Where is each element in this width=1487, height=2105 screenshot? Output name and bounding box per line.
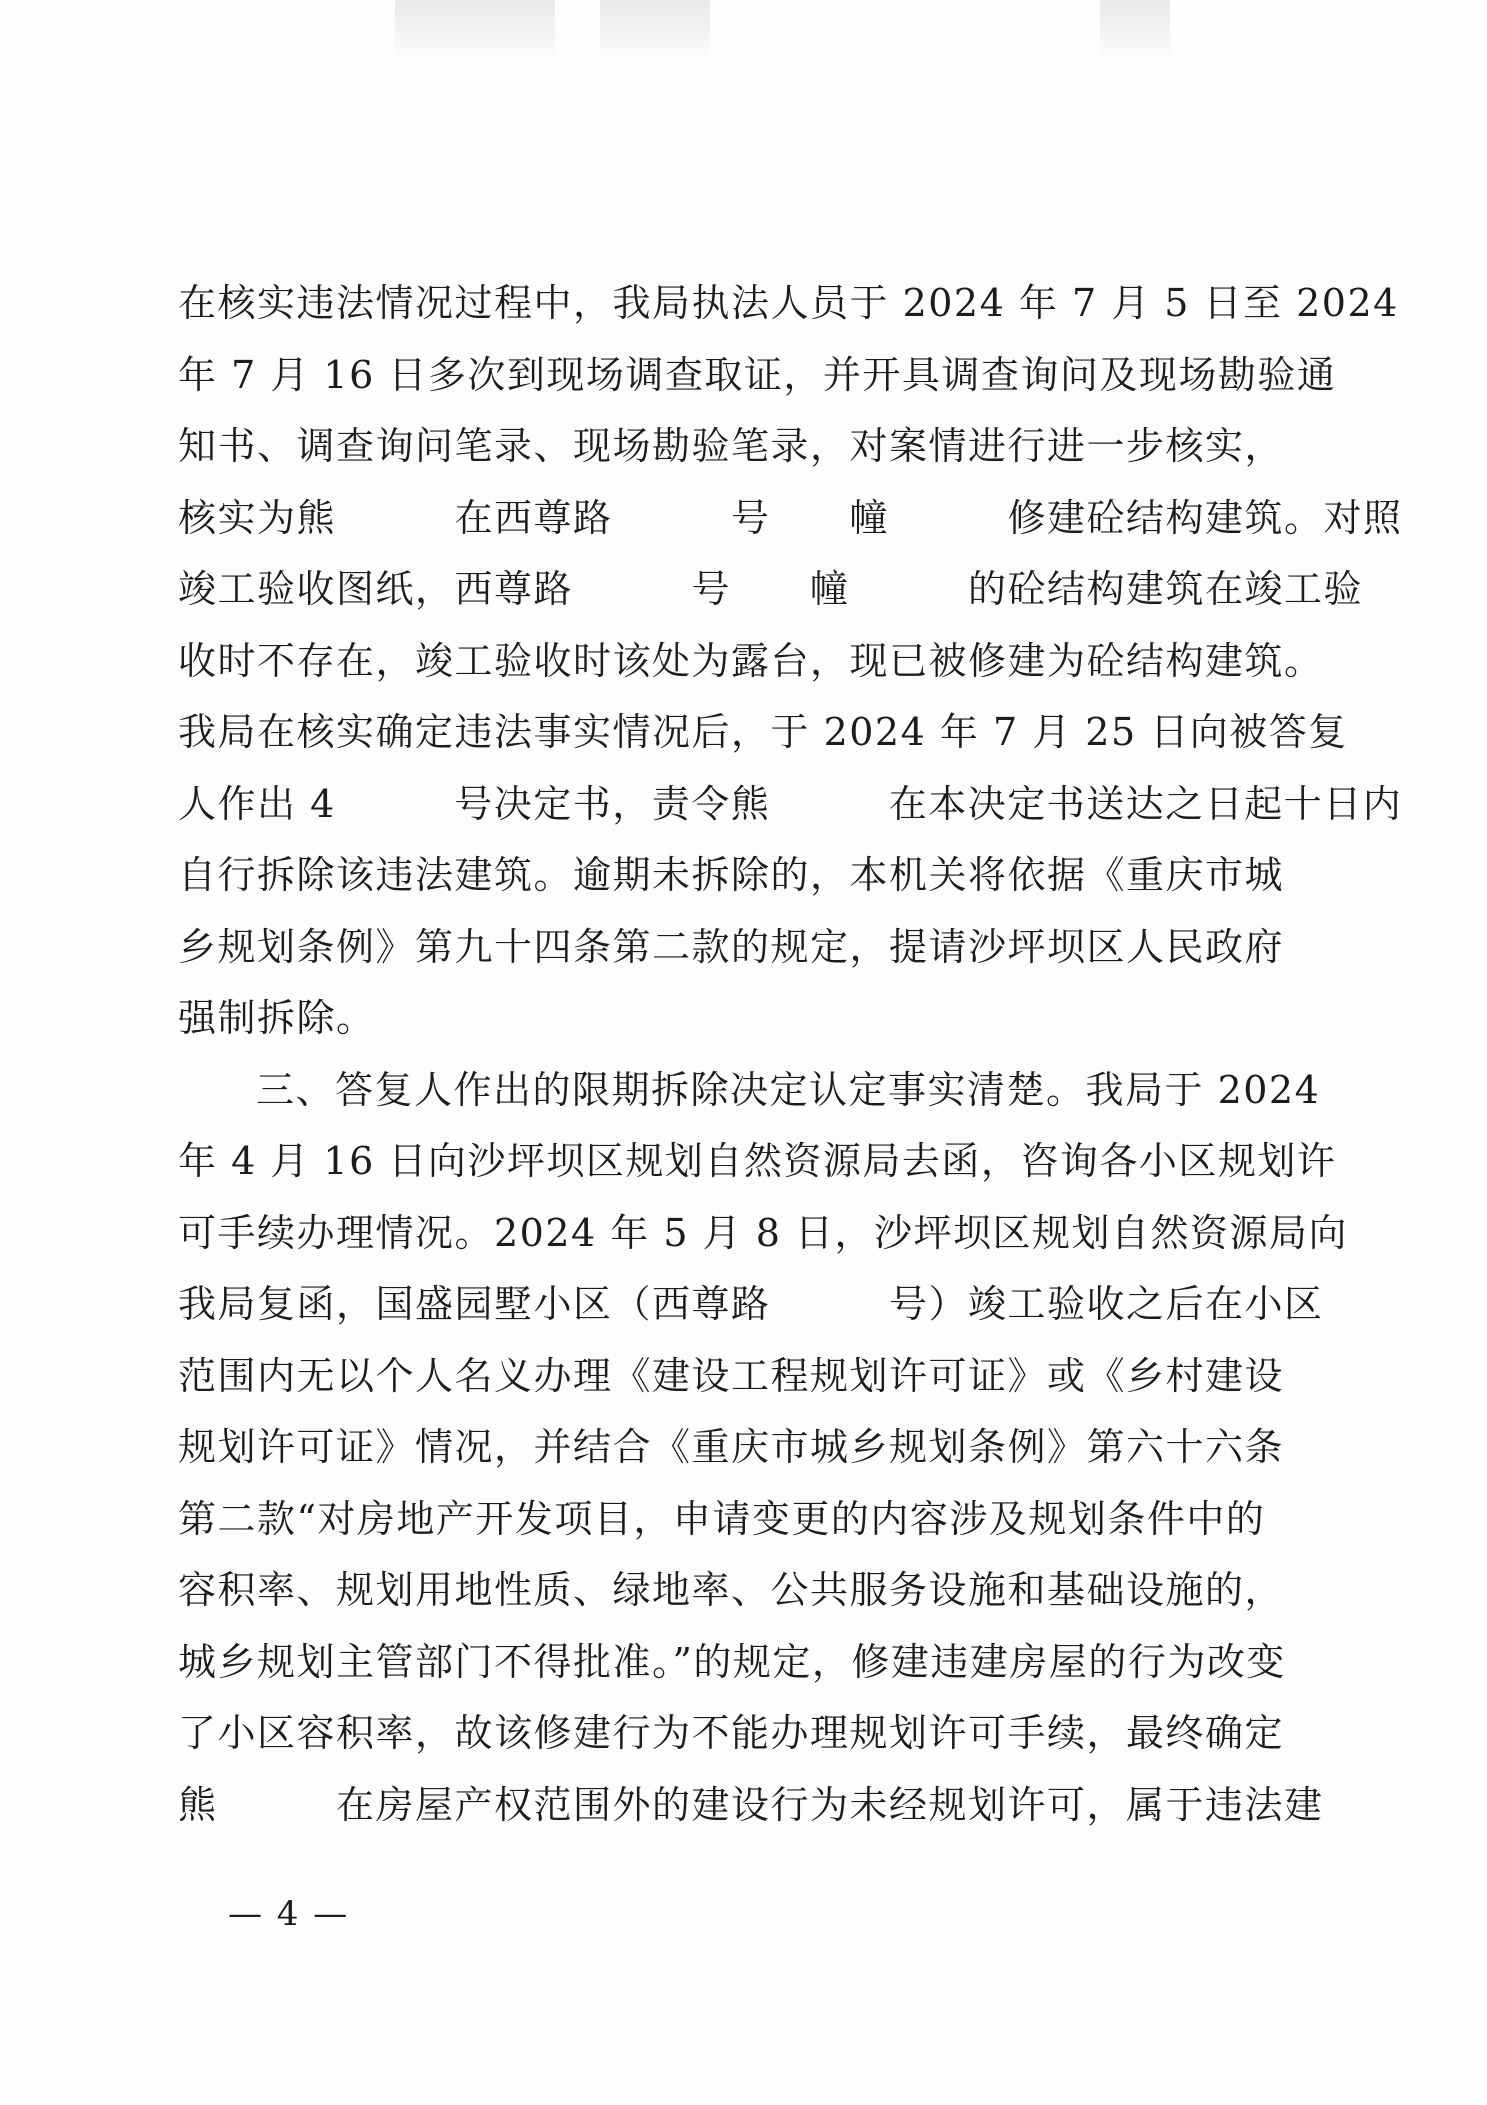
text-line: 三、答复人作出的限期拆除决定认定事实清楚。我局于 2024 xyxy=(256,1067,1321,1112)
paragraph-1 xyxy=(178,268,1403,1055)
text-line: 年 4 月 16 日向沙坪坝区规划自然资源局去函，咨询各小区规划许 xyxy=(178,1139,1337,1183)
text-line: 自行拆除该违法建筑。逾期未拆除的，本机关将依据《重庆市城 xyxy=(178,853,1285,897)
document-body xyxy=(178,268,1403,1841)
text-line: 我局在核实确定违法事实情况后，于 2024 年 7 月 25 日向被答复 xyxy=(178,710,1348,754)
text-line: 竣工验收图纸，西尊路 号 幢 的砼结构建筑在竣工验 xyxy=(178,567,1364,611)
page-number: — 4 — xyxy=(228,1894,350,1934)
text-line: 我局复函，国盛园墅小区（西尊路 号）竣工验收之后在小区 xyxy=(178,1282,1324,1326)
paragraph-2 xyxy=(178,1055,1348,1842)
text-line: 第二款“对房地产开发项目，申请变更的内容涉及规划条件中的 xyxy=(178,1496,1266,1541)
text-line: 在核实违法情况过程中，我局执法人员于 2024 年 7 月 5 日至 2024 xyxy=(178,281,1399,325)
text-line: 可手续办理情况。2024 年 5 月 8 日，沙坪坝区规划自然资源局向 xyxy=(178,1210,1348,1255)
text-line: 知书、调查询问笔录、现场勘验笔录，对案情进行进一步核实， xyxy=(178,424,1285,468)
scan-artifact xyxy=(1100,0,1170,60)
scan-artifact xyxy=(600,0,710,60)
text-line: 城乡规划主管部门不得批准。”的规定，修建违建房屋的行为改变 xyxy=(178,1639,1286,1684)
scan-artifact xyxy=(395,0,555,60)
text-line: 人作出 4 号决定书，责令熊 在本决定书送达之日起十日内 xyxy=(178,781,1403,826)
text-line: 乡规划条例》第九十四条第二款的规定，提请沙坪坝区人民政府 xyxy=(178,924,1285,969)
text-line: 范围内无以个人名义办理《建设工程规划许可证》或《乡村建设 xyxy=(178,1353,1285,1398)
text-line: 了小区容积率，故该修建行为不能办理规划许可手续，最终确定 xyxy=(178,1711,1285,1755)
text-line: 熊 在房屋产权范围外的建设行为未经规划许可，属于违法建 xyxy=(178,1782,1324,1827)
text-line: 收时不存在，竣工验收时该处为露台，现已被修建为砼结构建筑。 xyxy=(178,638,1324,683)
text-line: 年 7 月 16 日多次到现场调查取证，并开具调查询问及现场勘验通 xyxy=(178,352,1337,397)
text-line: 容积率、规划用地性质、绿地率、公共服务设施和基础设施的， xyxy=(178,1568,1285,1612)
text-line: 核实为熊 在西尊路 号 幢 修建砼结构建筑。对照 xyxy=(178,495,1403,540)
text-line: 规划许可证》情况，并结合《重庆市城乡规划条例》第六十六条 xyxy=(178,1425,1285,1469)
text-line: 强制拆除。 xyxy=(178,996,376,1040)
